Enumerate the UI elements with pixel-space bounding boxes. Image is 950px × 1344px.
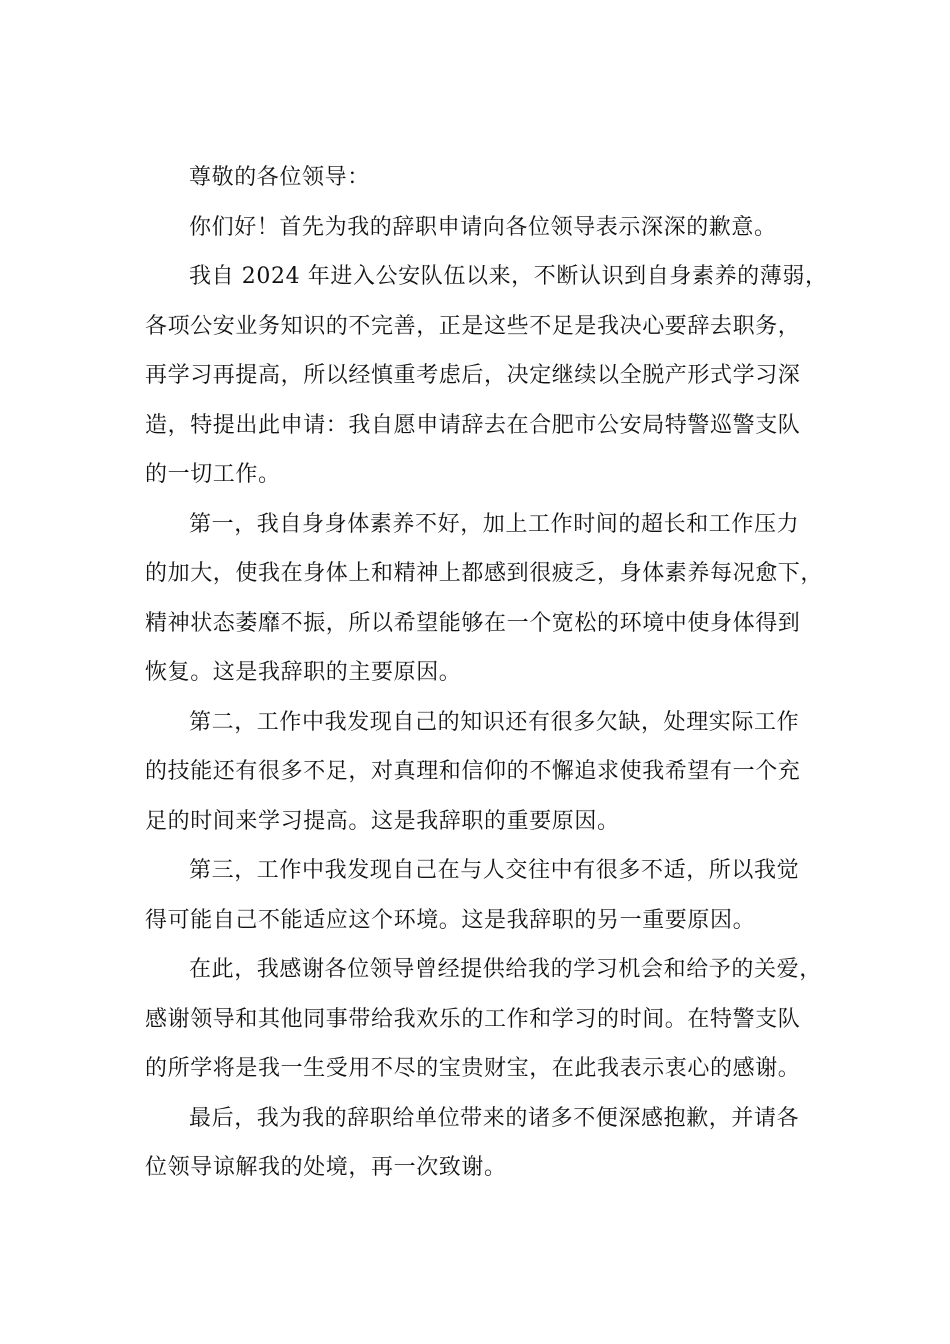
letter-body bbox=[145, 153, 828, 1193]
paragraph-reason-second bbox=[145, 698, 810, 847]
paragraph-line: 再学习再提高，所以经慎重考虑后，决定继续以全脱产形式学习深 bbox=[145, 363, 801, 388]
paragraph-line: 各项公安业务知识的不完善，正是这些不足是我决心要辞去职务， bbox=[145, 313, 801, 339]
paragraph-line: 精神状态萎靡不振，所以希望能够在一个宽松的环境中使身体得到 bbox=[145, 610, 801, 636]
paragraph-line: 得可能自己不能适应这个环境。这是我辞职的另一重要原因。 bbox=[145, 907, 756, 933]
paragraph-line: 我自 2024 年进入公安队伍以来，不断认识到自身素养的薄弱， bbox=[189, 264, 828, 289]
paragraph-line: 第二，工作中我发现自己的知识还有很多欠缺，处理实际工作 bbox=[189, 709, 800, 735]
paragraph-line: 在此，我感谢各位领导曾经提供给我的学习机会和给予的关爱， bbox=[189, 957, 822, 982]
paragraph-line: 足的时间来学习提高。这是我辞职的重要原因。 bbox=[145, 808, 620, 834]
paragraph-line: 最后，我为我的辞职给单位带来的诸多不便深感抱歉，并请各 bbox=[189, 1105, 800, 1131]
greeting: 你们好！首先为我的辞职申请向各位领导表示深深的歉意。 bbox=[189, 214, 777, 240]
paragraph-thanks bbox=[145, 945, 822, 1094]
paragraph-line: 的所学将是我一生受用不尽的宝贵财宝，在此我表示衷心的感谢。 bbox=[145, 1056, 801, 1081]
paragraph-line: 第三，工作中我发现自己在与人交往中有很多不适，所以我觉 bbox=[189, 858, 800, 883]
paragraph-line: 恢复。这是我辞职的主要原因。 bbox=[145, 660, 462, 685]
paragraph-line: 的一切工作。 bbox=[145, 462, 281, 487]
paragraph-closing bbox=[145, 1094, 810, 1193]
paragraph-line: 感谢领导和其他同事带给我欢乐的工作和学习的时间。在特警支队 bbox=[145, 1006, 801, 1032]
paragraph-reason-intro bbox=[145, 252, 828, 500]
paragraph-line: 的技能还有很多不足，对真理和信仰的不懈追求使我希望有一个充 bbox=[145, 759, 801, 784]
paragraph-reason-first bbox=[145, 500, 824, 698]
paragraph-line: 第一，我自身身体素养不好，加上工作时间的超长和工作压力 bbox=[189, 511, 800, 537]
paragraph-line: 的加大，使我在身体上和精神上都感到很疲乏，身体素养每况愈下， bbox=[145, 561, 824, 586]
paragraph-line: 造，特提出此申请：我自愿申请辞去在合肥市公安局特警巡警支队 bbox=[145, 412, 801, 438]
paragraph-reason-third bbox=[145, 846, 810, 945]
salutation: 尊敬的各位领导： bbox=[189, 165, 370, 190]
paragraph-line: 位领导谅解我的处境，再一次致谢。 bbox=[145, 1155, 507, 1180]
